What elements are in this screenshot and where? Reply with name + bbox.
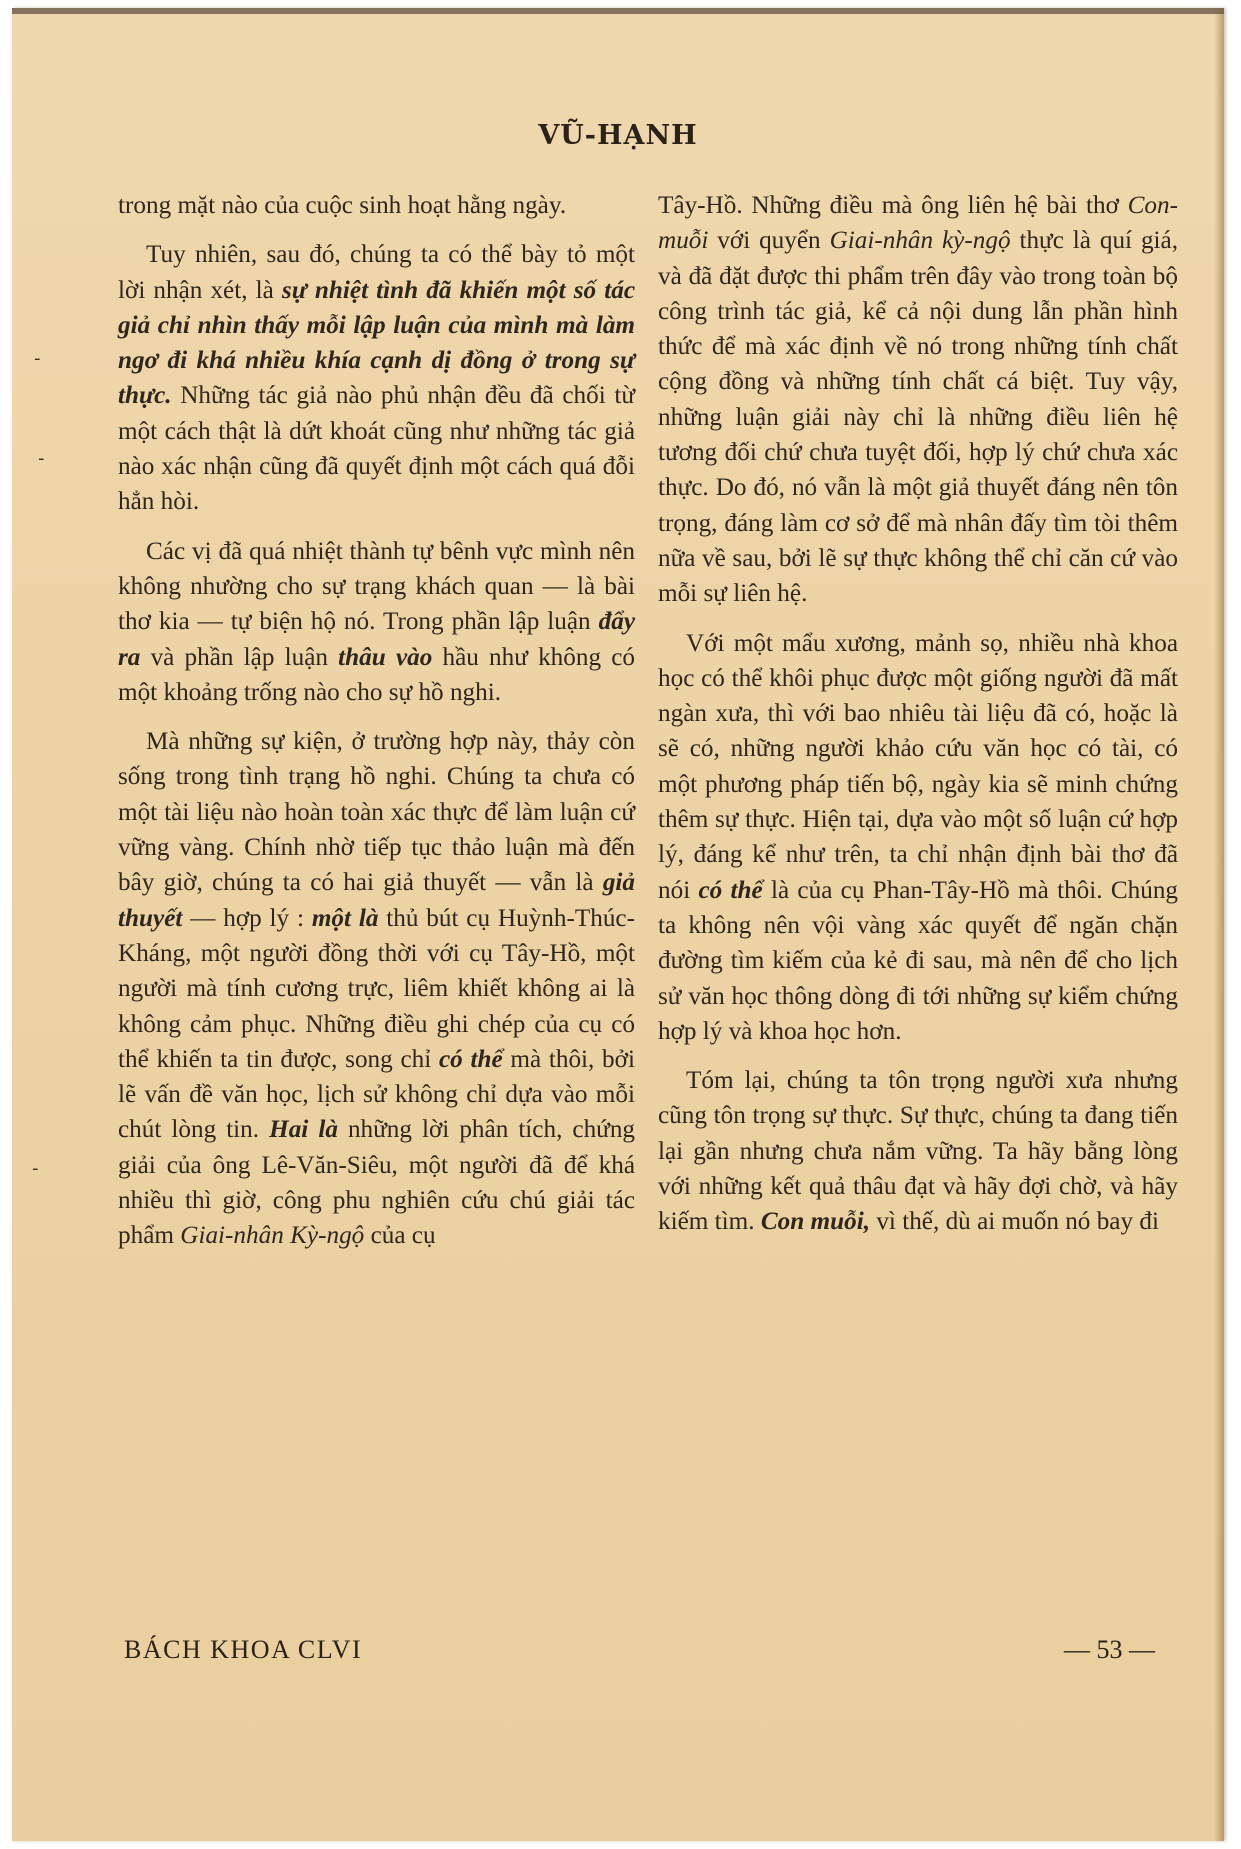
paragraph-text: vì thế, dù ai muốn nó bay đi [870,1208,1159,1236]
paragraph [118,188,635,223]
paragraph-text: thủ bút cụ Huỳnh-Thúc-Kháng, một người đồng thời với cụ Tây-Hồ, một người mà tính cương trực, liêm khiết không ai là không cảm phục. Những điều ghi chép của cụ có thể khiến ta tin được, song chỉ [118,904,635,1073]
paragraph [118,724,635,1253]
footer-page-number: — 53 — [1064,1635,1155,1664]
running-head: VŨ-HẠNH [538,120,698,151]
paragraph [118,237,635,519]
paragraph-text: Tây-Hồ. Những điều mà ông liên hệ bài thơ [658,192,1128,219]
paragraph-text: Với một mẩu xương, mảnh sọ, nhiều nhà khoa học có thể khôi phục được một giống người đã mất ngàn xưa, thì với bao nhiêu tài liệu đã có, hoặc là sẽ có, những người khảo cứu văn học có tài, có một phương pháp tiến bộ, ngày kia sẽ minh chứng thêm sự thực. Hiện tại, dựa vào một số luận cứ hợp lý, đáng kể như trên, ta chỉ nhận định bài thơ đã nói [658,629,1178,904]
italic-title: Giai-nhân Kỳ-ngộ [180,1222,365,1250]
footer-publication: BÁCH KHOA CLVI [124,1635,363,1664]
paragraph-text: của cụ [364,1222,436,1250]
paragraph-text: — hợp lý : [182,904,312,932]
emphasis-text: Con muỗi, [760,1208,871,1236]
emphasis-text: thâu vào [338,643,433,671]
paragraph-text: thực là quí giá, và đã đặt được thi phẩm trên đây vào trong toàn bộ công trình tác giả, kể cả nội dung lẫn phần hình thức để mà xác định về nó trong những tính chất cộng đồng và những tính chất cá biệt. Tuy vậy, những luận giải này chỉ là những điều liên hệ tương đối chứ chưa tuyệt đối, hợp lý chứ chưa xác thực. Do đó, nó vẫn là một giả thuyết đáng nên tôn trọng, đáng làm cơ sở để mà nhân đấy tìm tòi thêm nữa về sau, bởi lẽ sự thực không thể chỉ căn cứ vào mỗi sự liên hệ. [658,227,1179,608]
emphasis-text: giả thuyết [118,869,635,932]
margin-mark-icon: - [34,348,41,369]
italic-title: Con-muỗi [658,192,1178,255]
paragraph-text: hầu như không có một khoảng trống nào cho sự hồ nghi. [118,643,635,706]
paragraph [658,626,1178,1050]
left-column [118,188,635,1268]
emphasis-text: đẩy ra [118,608,635,671]
paragraph-text: Những tác giả nào phủ nhận đều đã chối từ một cách thật là dứt khoát cũng như những tác giả nào xác nhận cũng đã quyết định một cách quá đỗi hẳn hòi. [118,382,635,516]
emphasis-text: có thể [698,876,763,904]
paragraph-text: Mà những sự kiện, ở trường hợp này, thảy còn sống trong tình trạng hồ nghi. Chúng ta chưa có một tài liệu nào hoàn toàn xác thực để làm luận cứ vững vàng. Chính nhờ tiếp tục thảo luận mà đến bây giờ, chúng ta có hai giả thuyết — vẫn là [118,728,635,897]
paragraph-text: Tóm lại, chúng ta tôn trọng người xưa nhưng cũng tôn trọng sự thực. Sự thực, chúng ta đang tiến lại gần nhưng chưa nắm vững. Ta hãy bằng lòng với những kết quả thâu đạt và hãy đợi chờ, và hãy kiếm tìm. [658,1067,1178,1236]
paragraph [658,188,1178,612]
italic-title: Giai-nhân kỳ-ngộ [829,227,1011,255]
paragraph-text: mà thôi, bởi lẽ vấn đề văn học, lịch sử không chỉ dựa vào mỗi chút lòng tin. [118,1045,635,1144]
scanned-page [12,8,1224,1841]
emphasis-text: có thể [438,1045,503,1073]
paragraph-text: Tuy nhiên, sau đó, chúng ta có thể bày tỏ một lời nhận xét, là [118,241,635,304]
paragraph-text: với quyển [708,227,830,255]
paragraph-text: Các vị đã quá nhiệt thành tự bênh vực mình nên không nhường cho sự trạng khách quan — là bài thơ kia — tự biện hộ nó. Trong phần lập luận [118,537,635,636]
paragraph-text: và phần lập luận [140,643,339,671]
emphasis-text: Hai là [269,1116,338,1144]
paragraph-text: những lời phân tích, chứng giải của ông Lê-Văn-Siêu, một người đã để khá nhiều thì giờ, công phu nghiên cứu chú giải tác phẩm [118,1116,636,1250]
emphasis-text: sự nhiệt tình đã khiến một số tác giả chỉ nhìn thấy mỗi lập luận của mình mà làm ngơ đi khá nhiều khía cạnh dị đồng ở trong sự thực. [118,276,635,410]
paragraph-text: là của cụ Phan-Tây-Hồ mà thôi. Chúng ta không nên vội vàng xác quyết để ngăn chặn đường tìm kiếm của kẻ đi sau, mà nên để cho lịch sử văn học thông dòng đi tới những sự kiểm chứng hợp lý và khoa học hơn. [658,876,1179,1045]
paragraph-text: trong mặt nào của cuộc sinh hoạt hằng ngày. [118,192,567,219]
emphasis-text: một là [311,904,379,932]
paragraph [658,1063,1178,1239]
paragraph [118,534,635,710]
right-column [658,188,1178,1254]
margin-mark-icon: - [32,1158,39,1179]
margin-mark-icon: - [38,448,45,469]
